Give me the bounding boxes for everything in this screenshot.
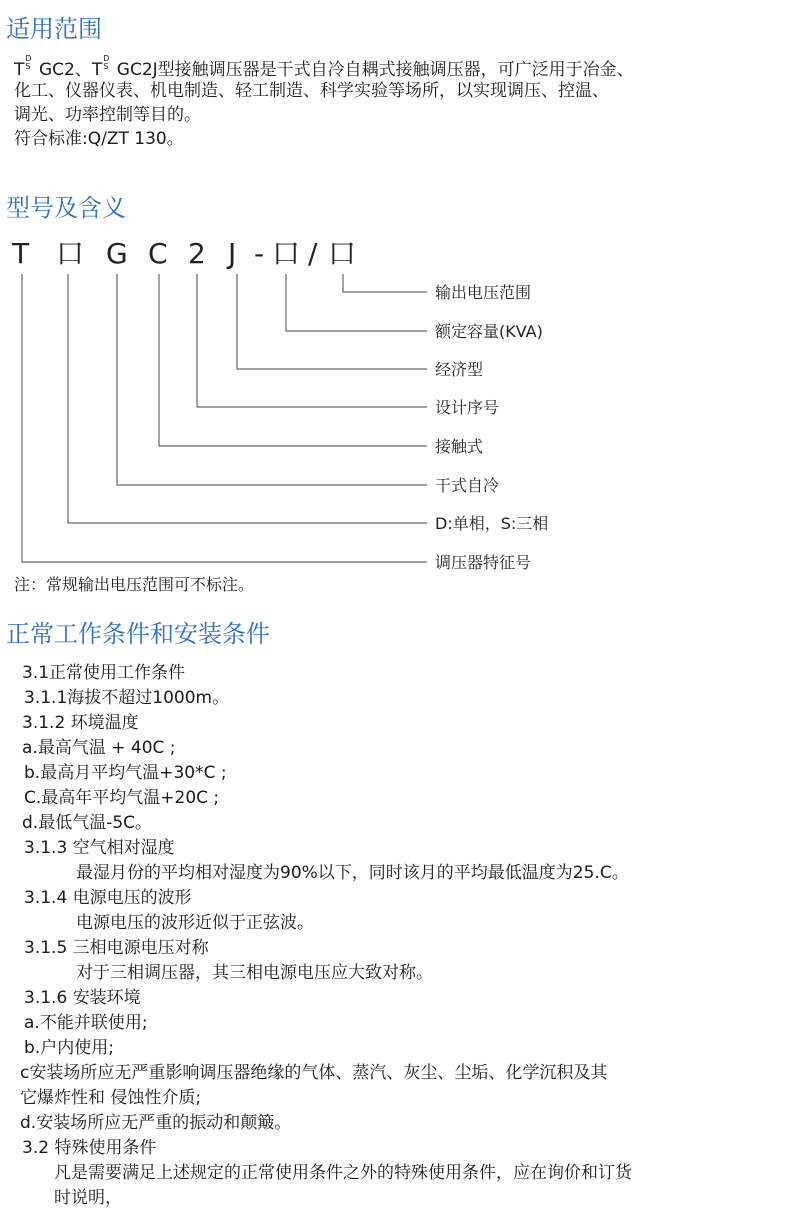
connector-phase — [68, 274, 427, 523]
code-char-2: 2 — [188, 237, 206, 270]
label-rated-capacity: 额定容量(KVA) — [435, 322, 543, 341]
label-dry-self-cooling: 干式自冷 — [435, 476, 500, 495]
cond-symmetry-text: 对于三相调压器，其三相电源电压应大致对称。 — [76, 963, 433, 983]
label-economy-type: 经济型 — [435, 360, 484, 379]
model-connector-lines — [0, 0, 790, 600]
cond-install-d: d.安装场所应无严重的振动和颠簸。 — [20, 1113, 292, 1133]
code-char-slash: / — [308, 237, 318, 270]
cond-special-text: 凡是需要满足上述规定的正常使用条件之外的特殊使用条件，应在询价和订货 — [54, 1163, 632, 1183]
cond-3-1-3: 3.1.3 空气相对湿度 — [24, 838, 175, 858]
model-subscript: D S — [103, 54, 110, 71]
code-char-box-3: 口 — [328, 237, 357, 270]
cond-install-c-cont: 它爆炸性和 侵蚀性介质; — [20, 1088, 202, 1108]
code-char-t: T — [12, 237, 30, 270]
connector-design-seq — [197, 274, 427, 407]
cond-temp-b: b.最高月平均气温+30*C ; — [24, 763, 227, 783]
connector-capacity — [286, 274, 427, 331]
model-name-2: GC2J型接触调压器是干式自冷自耦式接触调压器，可广泛用于冶金、 — [111, 60, 634, 80]
code-char-c: C — [148, 237, 168, 270]
label-output-voltage-range: 输出电压范围 — [435, 283, 532, 302]
section-title-model: 型号及含义 — [6, 194, 126, 222]
cond-temp-c: C.最高年平均气温+20C ; — [24, 788, 220, 808]
connector-output-voltage — [343, 274, 427, 292]
cond-install-b: b.户内使用; — [24, 1038, 114, 1058]
section-title-scope: 适用范围 — [6, 15, 102, 43]
model-letter-t: T — [91, 60, 103, 80]
cond-3-1-2: 3.1.2 环境温度 — [22, 713, 139, 733]
scope-line-3: 调光、功率控制等目的。 — [14, 105, 201, 125]
label-design-sequence: 设计序号 — [435, 398, 500, 417]
label-phase: D:单相，S:三相 — [435, 514, 549, 533]
cond-3-1-6: 3.1.6 安装环境 — [24, 988, 141, 1008]
label-contact-type: 接触式 — [435, 437, 484, 456]
model-note: 注：常规输出电压范围可不标注。 — [14, 575, 255, 594]
cond-3-1: 3.1正常使用工作条件 — [22, 663, 186, 683]
model-subscript: D S — [25, 54, 32, 71]
cond-temp-a: a.最高气温 + 40C ; — [22, 738, 176, 758]
code-char-box-1: 口 — [56, 237, 85, 270]
connector-dry-cooling — [117, 274, 427, 485]
cond-special-cont: 时说明， — [54, 1188, 122, 1208]
scope-line-4: 符合标准:Q/ZT 130。 — [14, 129, 184, 149]
cond-3-1-1: 3.1.1海拔不超过1000m。 — [24, 688, 230, 708]
model-letter-t: T — [14, 60, 25, 80]
cond-humidity-text: 最湿月份的平均相对湿度为90%以下，同时该月的平均最低温度为25.C。 — [76, 863, 629, 883]
cond-3-1-4: 3.1.4 电源电压的波形 — [24, 888, 192, 908]
label-feature-code: 调压器特征号 — [435, 553, 532, 572]
cond-install-a: a.不能并联使用; — [24, 1013, 148, 1033]
connector-feature-code — [22, 274, 427, 562]
scope-line-2: 化工、仪器仪表、机电制造、轻工制造、科学实验等场所，以实现调压、控温、 — [14, 81, 609, 101]
code-char-j: J — [228, 237, 237, 270]
cond-temp-d: d.最低气温-5C。 — [22, 813, 153, 833]
connector-contact — [159, 274, 427, 446]
code-char-g: G — [106, 237, 128, 270]
cond-install-c: c安装场所应无严重影响调压器绝缘的气体、蒸汽、灰尘、尘垢、化学沉积及其 — [20, 1063, 608, 1083]
model-name-1: GC2、 — [33, 60, 92, 80]
code-char-dash: - — [254, 237, 265, 270]
cond-waveform-text: 电源电压的波形近似于正弦波。 — [76, 913, 314, 933]
cond-3-1-5: 3.1.5 三相电源电压对称 — [24, 938, 209, 958]
connector-economy — [237, 274, 427, 369]
cond-3-2: 3.2 特殊使用条件 — [22, 1138, 157, 1158]
section-title-conditions: 正常工作条件和安装条件 — [6, 620, 270, 648]
code-char-box-2: 口 — [272, 237, 301, 270]
